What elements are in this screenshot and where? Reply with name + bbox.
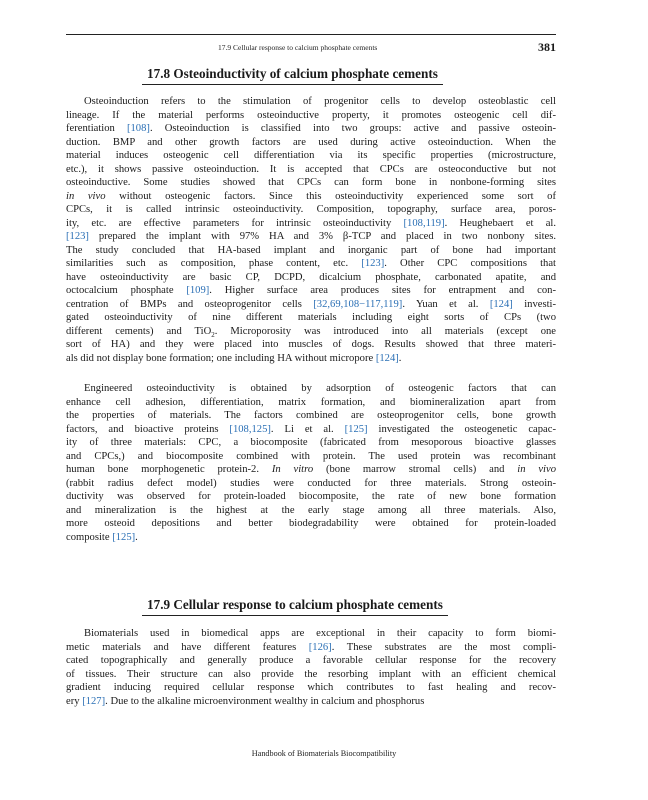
section-heading-osteoinductivity <box>66 66 616 85</box>
page-number: 381 <box>538 40 556 54</box>
running-head <box>66 40 556 56</box>
text-line: metic materials and have different features [126]. These substrates are the most compli- <box>66 641 556 653</box>
text-line: gradient inducing required cellular response which contributes to fast healing and recov- <box>66 682 556 694</box>
text-line: gated osteoinductivity of nine different materials including eight sorts of CPs (two <box>66 312 556 324</box>
text-line: ity, etc. are effective parameters for intrinsic osteoinductivity [108,119]. Heughebaert et al. <box>66 217 557 229</box>
text-line: ductivity was observed for protein-loaded biocomposite, the rate of new bone formation <box>66 491 556 503</box>
paragraph-biomaterials <box>66 627 556 708</box>
text-line: enhance cell adhesion, differentiation, matrix formation, and biomineralization apart from <box>66 396 556 408</box>
text-line: in vivo without osteogenic factors. Since this osteoinductivity experienced some sort of <box>66 190 556 202</box>
text-line: ery [127]. Due to the alkaline microenvironment wealthy in calcium and phosphorus <box>66 695 425 707</box>
text-line: factors, and bioactive proteins [108,125]. Li et al. [125] investigated the osteogenetic capac- <box>66 423 556 435</box>
text-line: etc.), it shows passive osteoinduction. It is accepted that CPCs are osteoconductive but not <box>66 163 556 175</box>
text-line: [123] prepared the implant with 97% HA and 3% β-TCP and placed in two nonbony sites. <box>66 231 556 243</box>
text-line: octocalcium phosphate [109]. Higher surface area produces sites for entrapment and con- <box>66 285 556 297</box>
text-line: Osteoinduction refers to the stimulation of progenitor cells to develop osteoblastic cell <box>84 96 556 107</box>
text-line: similarities such as composition, phase content, etc. [123]. Other CPC compositions that <box>66 258 556 270</box>
text-line: als did not display bone formation; one including HA without micropore [124]. <box>66 352 402 364</box>
text-line: duction. BMP and other growth factors are used during active osteoinduction. When the <box>66 136 556 148</box>
text-line: The study concluded that HA-based implant and inorganic part of bone had important <box>66 244 556 256</box>
text-line: lineage. If the material performs osteoinductive property, it promotes osteogenic cell dif- <box>66 109 556 121</box>
text-line: different cements) and TiO$_2$. Microporosity was introduced into all materials (except one <box>66 325 556 339</box>
text-line: and mineralization is the highest at the early stage among all three materials. Also, <box>66 504 556 516</box>
text-line: centration of BMPs and osteoprogenitor cells [32,69,108−117,119]. Yuan et al. [124] investi- <box>66 298 556 310</box>
running-head-title: 17.9 Cellular response to calcium phosphate cements <box>218 43 378 52</box>
text-line: the properties of materials. The factors combined are osteoprogenitor cells, bone growth <box>66 410 556 422</box>
section-heading-text: 17.9 Cellular response to calcium phosphate cements <box>142 597 448 616</box>
text-line: and CPCs,) and biocomposite combined with protein. The used protein was recombinant <box>66 450 556 462</box>
text-line: cated topographically and generally produce a favorable cellular response for the recovery <box>66 655 556 667</box>
header-rule <box>66 34 556 35</box>
paragraph-engineered-osteoinductivity <box>66 382 556 544</box>
text-line: CPCs, it is called intrinsic osteoinductivity. Composition, topography, surface area, poros- <box>66 204 556 216</box>
page-footer: Handbook of Biomaterials Biocompatibility <box>251 749 397 758</box>
text-line: sort of HA) and they were placed into muscles of dogs. Results showed that three materi- <box>66 339 556 351</box>
text-line: of tissues. Their structure can also provide the resorbing implant with an efficient chemical <box>66 668 556 680</box>
text-line: osteoinductive. Some studies showed that CPCs can form bone in nonbone-forming sites <box>66 177 556 189</box>
text-line: (rabbit radius defect model) studies were conducted for three materials. Strong osteoin- <box>66 477 556 489</box>
paragraph-osteoinduction <box>66 95 556 365</box>
text-line: composite [125]. <box>66 531 138 543</box>
text-line: more osteoid depositions and better biodegradability were obtained for protein-loaded <box>66 518 556 530</box>
text-line: ity of three materials: CPC, a biocomposite (fabricated from mesoporous bioactive glasses <box>66 437 556 449</box>
text-line: have osteoinductivity are basic CP, DCPD, dicalcium phosphate, carbonated apatite, and <box>66 271 556 283</box>
text-line: human bone morphogenetic protein-2. In vitro (bone marrow stromal cells) and in vivo <box>66 464 556 476</box>
text-line: Biomaterials used in biomedical apps are exceptional in their capacity to form biomi- <box>84 628 556 639</box>
text-line: Engineered osteoinductivity is obtained by adsorption of osteogenic factors that can <box>84 383 556 394</box>
section-heading-text: 17.8 Osteoinductivity of calcium phosphate cements <box>142 66 443 85</box>
text-line: ferentiation [108]. Osteoinduction is classified into two groups: active and passive osteoin- <box>66 123 556 135</box>
section-heading-cellular-response <box>66 597 616 616</box>
text-line: material induces osteogenic cell differentiation via its specific properties (microstructure, <box>66 150 556 162</box>
